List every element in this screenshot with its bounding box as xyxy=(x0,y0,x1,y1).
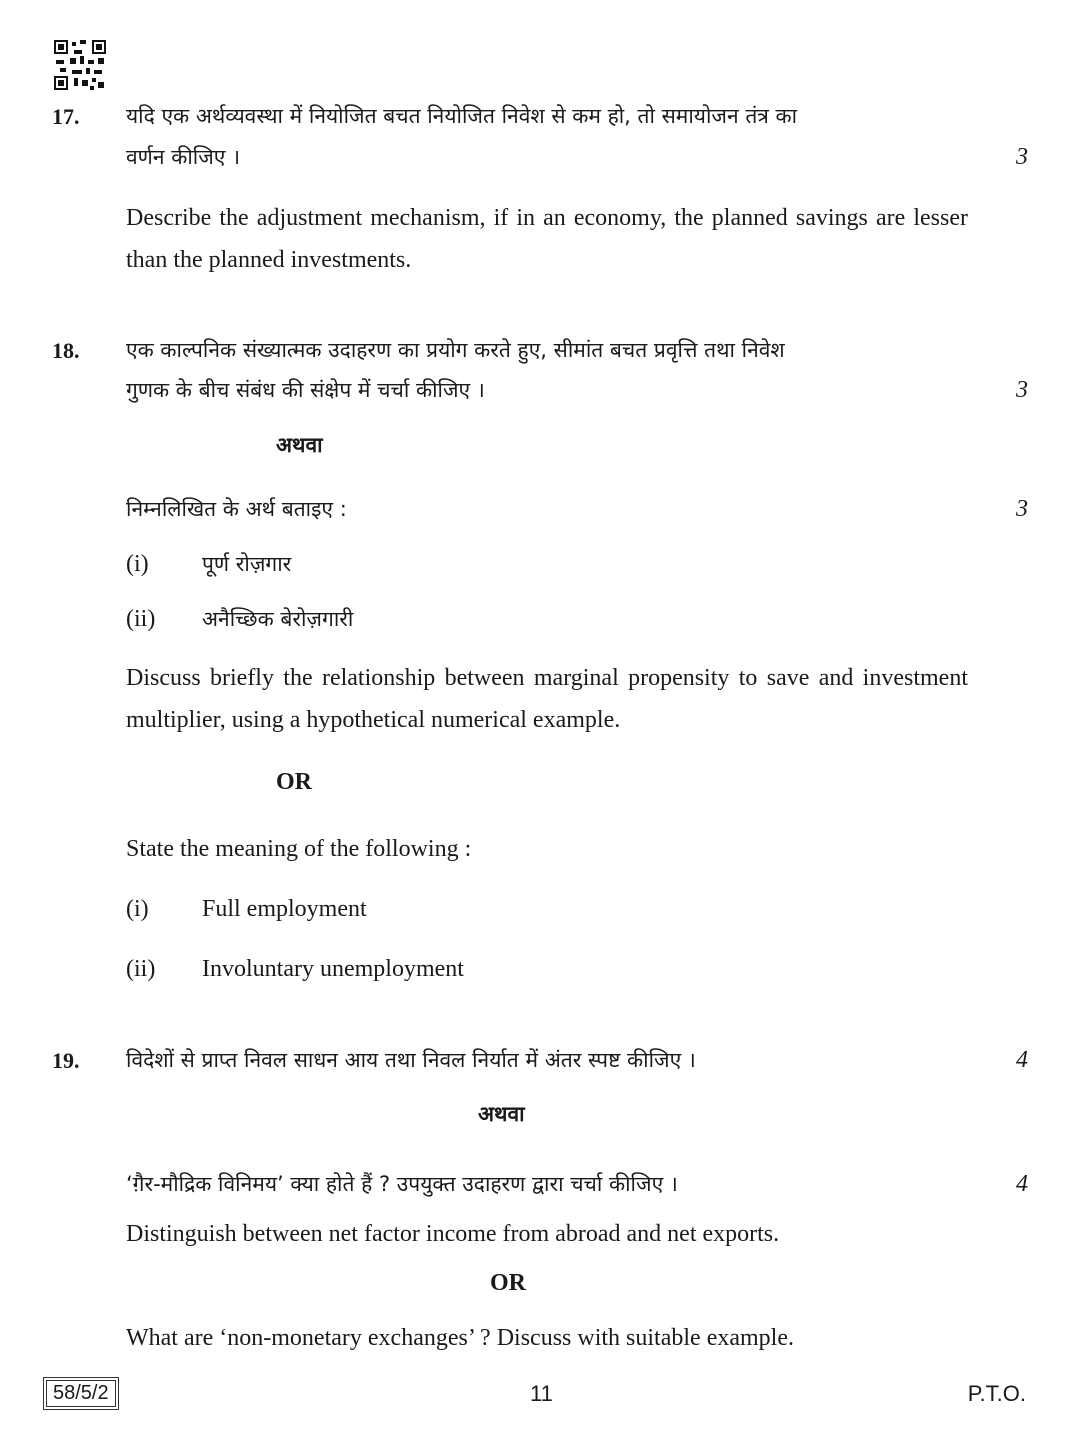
q19-english-text: Distinguish between net factor income from abroad and net exports. xyxy=(126,1221,780,1247)
q17-hindi-line2: वर्णन कीजिए । xyxy=(126,145,241,169)
q18-hindi-item-num: (ii) xyxy=(126,606,156,632)
q18-alt-hindi: निम्नलिखित के अर्थ बताइए : xyxy=(126,497,347,521)
q18-hindi-line1: एक काल्पनिक संख्यात्मक उदाहरण का प्रयोग करते हुए, सीमांत बचत प्रवृत्ति तथा निवेश xyxy=(126,338,785,362)
q18-hindi-line2: गुणक के बीच संबंध की संक्षेप में चर्चा कीजिए । xyxy=(126,378,485,402)
pto-label: P.T.O. xyxy=(967,1381,1026,1406)
question-number-18: 18. xyxy=(52,338,80,363)
q18-alt-marks: 3 xyxy=(1016,496,1028,522)
q17-hindi-line1: यदि एक अर्थव्यवस्था में नियोजित बचत नियोजित निवेश से कम हो, तो समायोजन तंत्र का xyxy=(126,104,798,128)
question-number-19: 19. xyxy=(52,1048,80,1073)
q18-marks: 3 xyxy=(1016,377,1028,403)
paper-code-box: 58/5/2 xyxy=(46,1380,116,1407)
q18-or-english: OR xyxy=(276,769,312,795)
q18-english-item: Full employment xyxy=(202,896,367,922)
q19-or-english: OR xyxy=(490,1270,526,1296)
q18-hindi-item: पूर्ण रोज़गार xyxy=(202,552,292,576)
q18-english-item-num: (i) xyxy=(126,896,149,922)
q19-marks: 4 xyxy=(1016,1047,1028,1073)
q18-or-hindi: अथवा xyxy=(276,433,323,457)
q17-english-text: Describe the adjustment mechanism, if in an economy, the planned savings are lesser than the planned investments. xyxy=(126,205,968,273)
q18-english-item: Involuntary unemployment xyxy=(202,956,464,982)
q19-alt-hindi: ‘ग़ैर-मौद्रिक विनिमय’ क्या होते हैं ? उपयुक्त उदाहरण द्वारा चर्चा कीजिए । xyxy=(126,1172,678,1196)
page-number: 11 xyxy=(530,1381,553,1406)
q19-or-hindi: अथवा xyxy=(478,1102,525,1126)
q19-alt-english: What are ‘non-monetary exchanges’ ? Discuss with suitable example. xyxy=(126,1325,794,1351)
q18-english-text: Discuss briefly the relationship between marginal propensity to save and investment multiplier, using a hypothetical numerical example. xyxy=(126,665,968,733)
q18-alt-english: State the meaning of the following : xyxy=(126,836,472,862)
q19-hindi-text: विदेशों से प्राप्त निवल साधन आय तथा निवल निर्यात में अंतर स्पष्ट कीजिए । xyxy=(126,1048,696,1072)
question-number-17: 17. xyxy=(52,104,80,129)
q18-english-item-num: (ii) xyxy=(126,956,156,982)
q18-hindi-item-num: (i) xyxy=(126,551,149,577)
qr-code-icon xyxy=(54,40,106,90)
q17-marks: 3 xyxy=(1016,144,1028,170)
q19-alt-marks: 4 xyxy=(1016,1171,1028,1197)
q18-hindi-item: अनैच्छिक बेरोज़गारी xyxy=(202,607,354,631)
